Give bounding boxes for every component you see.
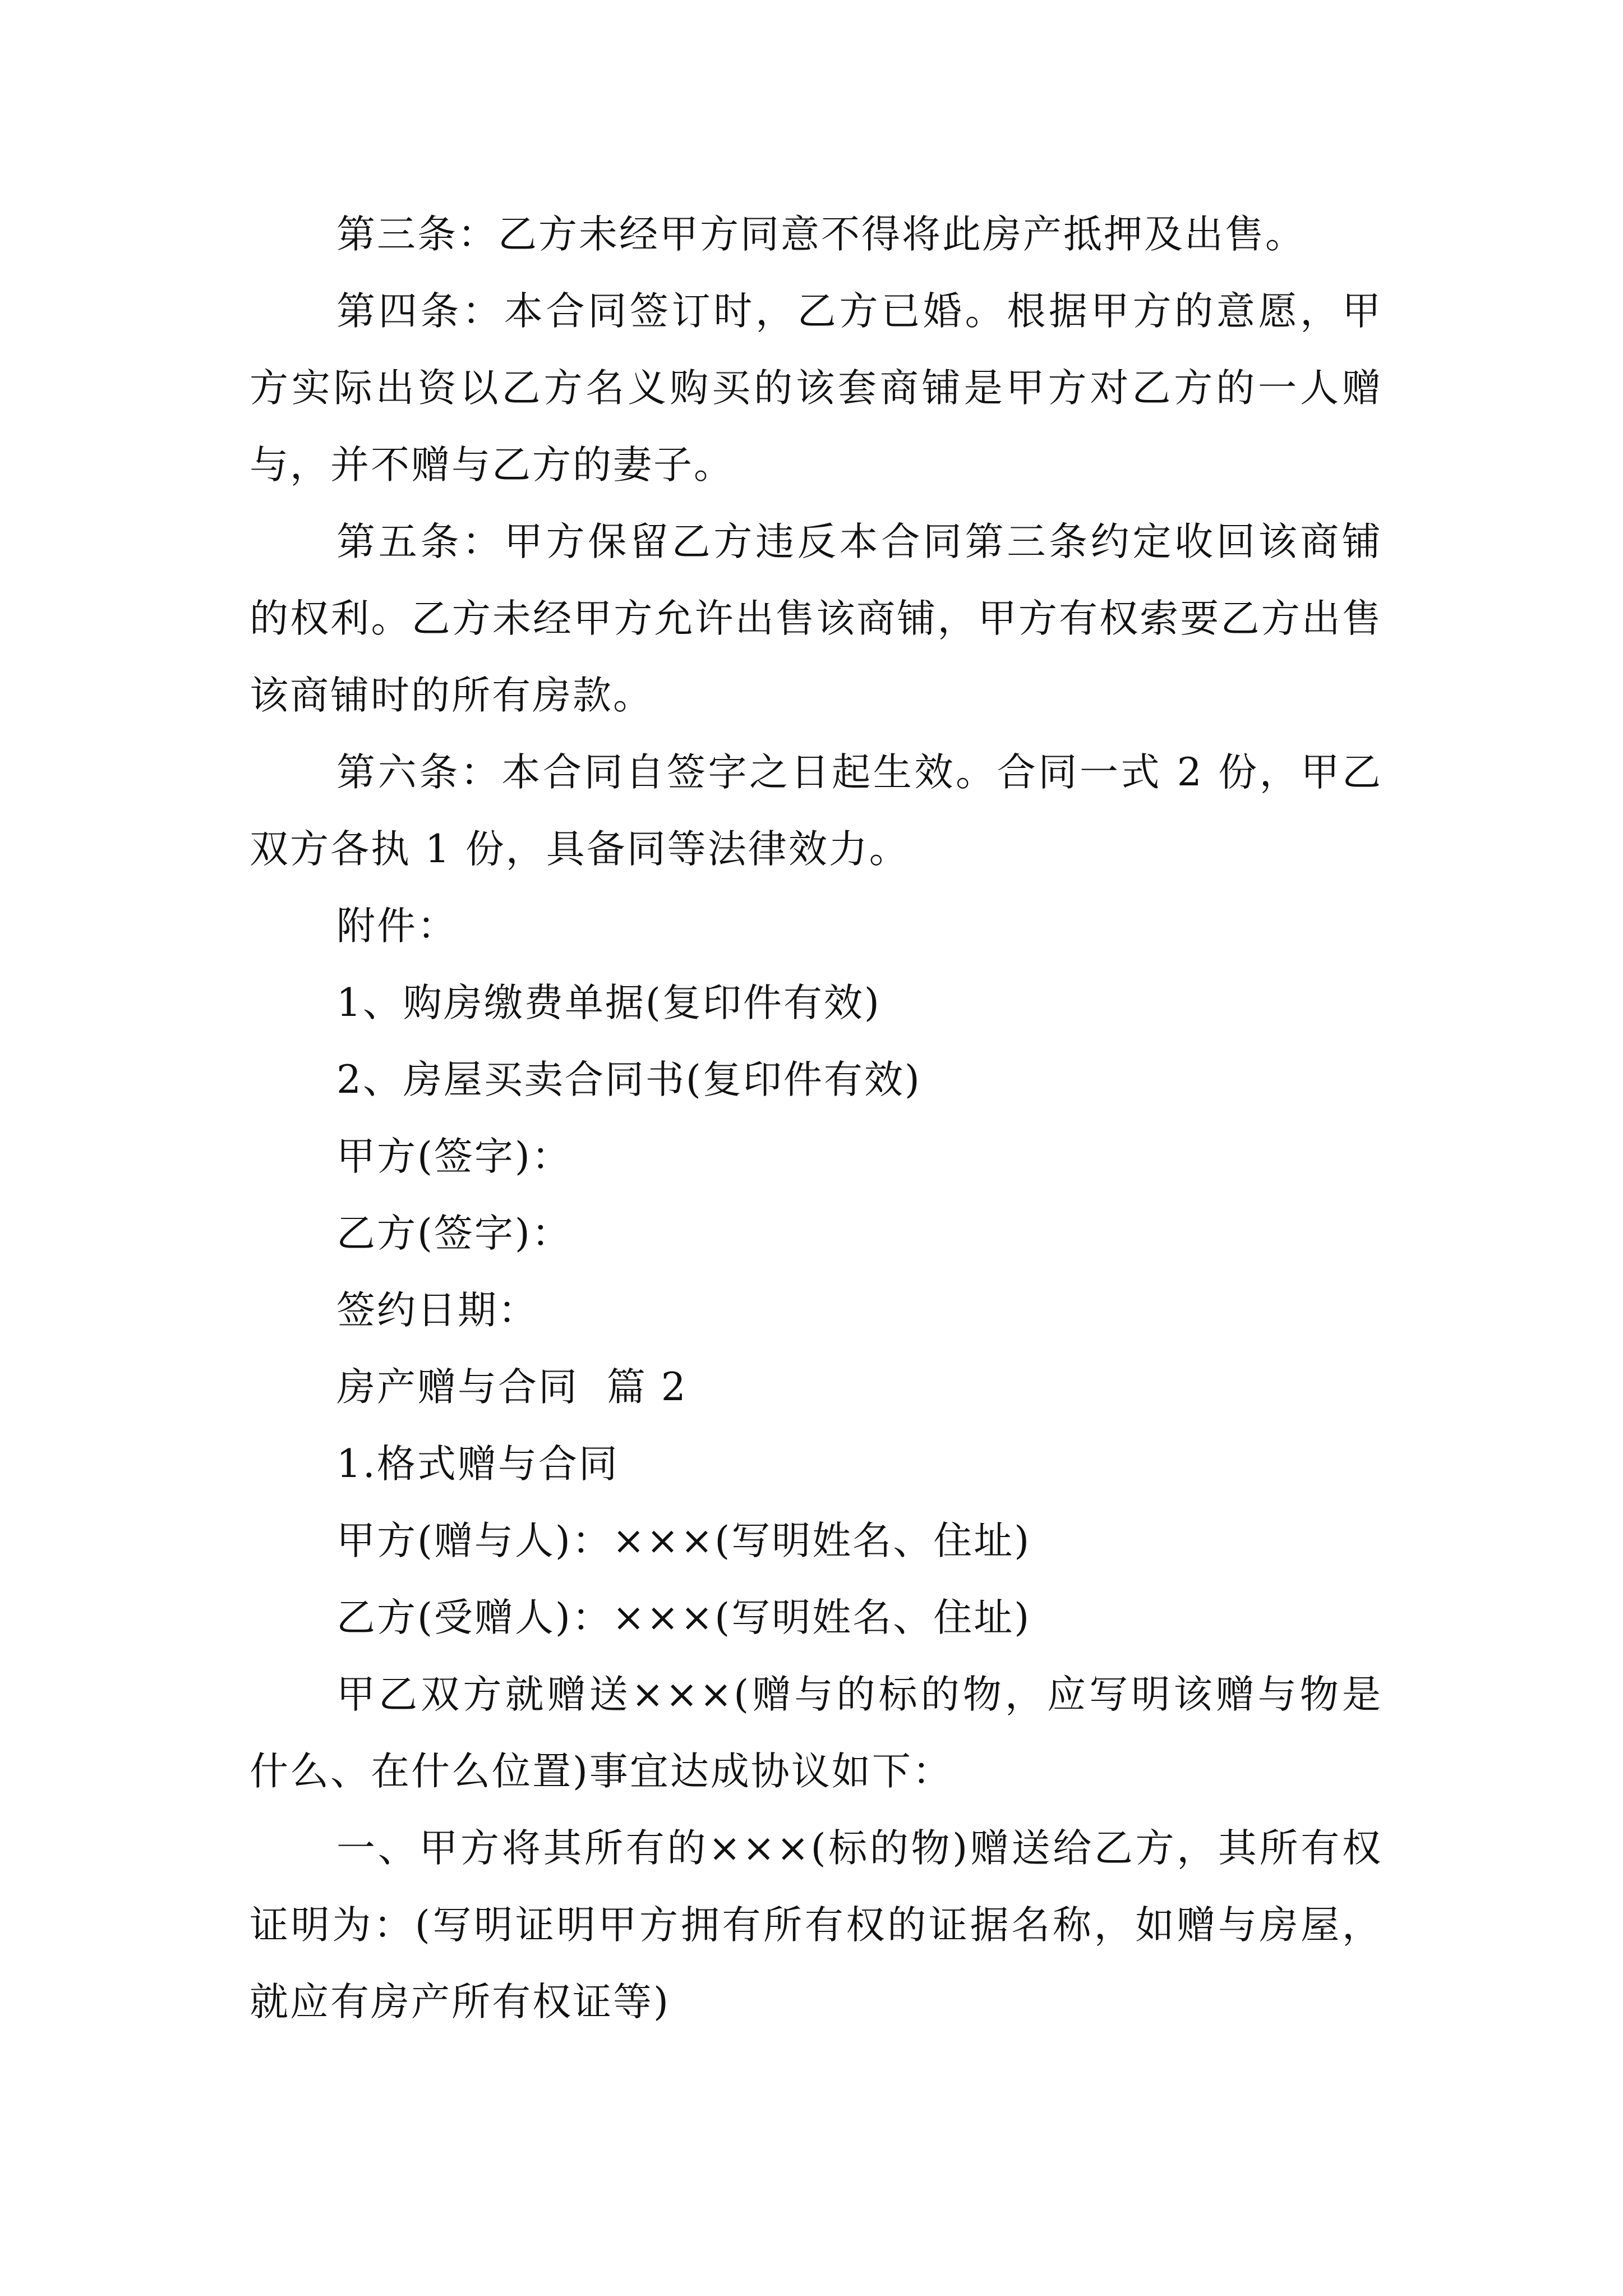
article-6: 第六条：本合同自签字之日起生效。合同一式 2 份，甲乙双方各执 1 份，具备同等法律效力。: [250, 750, 1382, 872]
agreement-intro: 甲乙双方就赠送×××(赠与的标的物，应写明该赠与物是什么、在什么位置)事宜达成协议如下：: [250, 1672, 1382, 1794]
attachments-heading: 附件：: [336, 904, 458, 949]
party-b-signature: 乙方(签字)：: [336, 1211, 572, 1256]
article-5: 第五条：甲方保留乙方违反本合同第三条约定收回该商铺的权利。乙方未经甲方允许出售该商铺，甲方有权索要乙方出售该商铺时的所有房款。: [250, 519, 1382, 718]
attachment-1: 1、购房缴费单据(复印件有效): [336, 981, 881, 1025]
donor: 甲方(赠与人)：×××(写明姓名、住址): [336, 1519, 1031, 1563]
attachment-2: 2、房屋买卖合同书(复印件有效): [336, 1057, 921, 1102]
signing-date: 签约日期：: [336, 1288, 538, 1333]
clause-1: 一、甲方将其所有的×××(标的物)赠送给乙方，其所有权证明为：(写明证明甲方拥有所有权的证据名称，如赠与房屋，就应有房产所有权证等): [250, 1826, 1382, 2024]
article-3: 第三条：乙方未经甲方同意不得将此房产抵押及出售。: [336, 212, 1306, 257]
party-a-signature: 甲方(签字)：: [336, 1134, 572, 1179]
donee: 乙方(受赠人)：×××(写明姓名、住址): [336, 1595, 1031, 1640]
document-body: [250, 196, 1382, 2041]
article-4: 第四条：本合同签订时，乙方已婚。根据甲方的意愿，甲方实际出资以乙方名义购买的该套商铺是甲方对乙方的一人赠与，并不赠与乙方的妻子。: [250, 289, 1382, 487]
subsection-title: 1.格式赠与合同: [336, 1442, 619, 1487]
section-title: 房产赠与合同 篇 2: [336, 1365, 688, 1410]
